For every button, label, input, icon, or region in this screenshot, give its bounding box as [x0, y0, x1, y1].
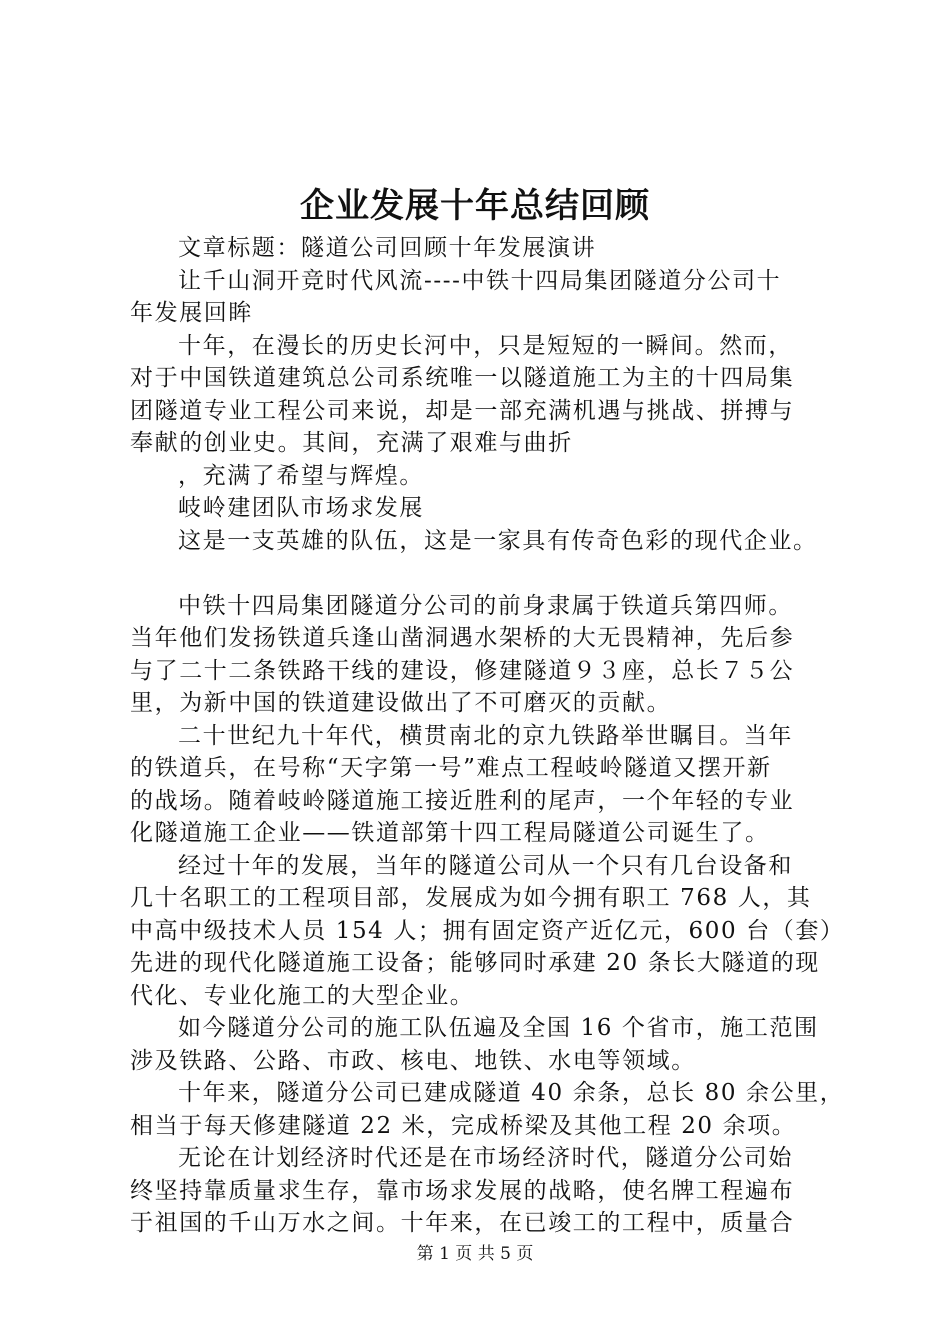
page-footer: 第 1 页 共 5 页 [416, 1244, 534, 1264]
text-line: 十年来，隧道分公司已建成隧道 40 余条，总长 80 余公里， [178, 1080, 845, 1106]
text-line: 让千山洞开竞时代风流----中铁十四局集团隧道分公司十 [178, 267, 782, 294]
text-line: 对于中国铁道建筑总公司系统唯一以隧道施工为主的十四局集 [130, 365, 795, 391]
text-line: 无论在计划经济时代还是在市场经济时代，隧道分公司始 [178, 1145, 793, 1171]
text-line: 如今隧道分公司的施工队伍遍及全国 16 个省市，施工范围 [178, 1015, 819, 1041]
text-line: 终坚持靠质量求生存，靠市场求发展的战略，使名牌工程遍布 [130, 1177, 795, 1204]
text-line: 中高中级技术人员 154 人；拥有固定资产近亿元，600 台（套） [130, 917, 845, 944]
text-line: 文章标题：隧道公司回顾十年发展演讲 [178, 235, 597, 261]
text-line: 二十世纪九十年代，横贯南北的京九铁路举世瞩目。当年 [178, 722, 793, 749]
text-line: 团隧道专业工程公司来说，却是一部充满机遇与挑战、拼搏与 [130, 397, 795, 424]
text-line: 岐岭建团队市场求发展 [178, 495, 424, 521]
text-line: 的铁道兵，在号称“天字第一号”难点工程岐岭隧道又摆开新 [130, 755, 772, 781]
text-line: 这是一支英雄的队伍，这是一家具有传奇色彩的现代企业。 [178, 527, 818, 554]
text-line: 于祖国的千山万水之间。十年来，在已竣工的工程中，质量合 [130, 1210, 795, 1236]
text-line: 奉献的创业史。其间，充满了艰难与曲折 [130, 430, 573, 456]
document-title: 企业发展十年总结回顾 [300, 186, 650, 226]
text-line: 代化、专业化施工的大型企业。 [130, 982, 475, 1009]
text-line: ，充满了希望与辉煌。 [178, 462, 424, 489]
text-line: 里，为新中国的铁道建设做出了不可磨灭的贡献。 [130, 690, 672, 716]
text-line: 涉及铁路、公路、市政、核电、地铁、水电等领域。 [130, 1047, 696, 1074]
text-line: 与了二十二条铁路干线的建设，修建隧道９３座，总长７５公 [130, 657, 795, 684]
text-line: 中铁十四局集团隧道分公司的前身隶属于铁道兵第四师。 [178, 592, 793, 619]
blank-line [130, 557, 830, 590]
text-line: 的战场。随着岐岭隧道施工接近胜利的尾声，一个年轻的专业 [130, 787, 795, 814]
text-line: 先进的现代化隧道施工设备；能够同时承建 20 条长大隧道的现 [130, 950, 820, 976]
text-line: 相当于每天修建隧道 22 米，完成桥梁及其他工程 20 余项。 [130, 1112, 797, 1139]
text-line: 几十名职工的工程项目部，发展成为如今拥有职工 768 人，其 [130, 885, 812, 911]
text-line: 十年，在漫长的历史长河中，只是短短的一瞬间。然而， [178, 332, 793, 359]
text-line: 化隧道施工企业——铁道部第十四工程局隧道公司诞生了。 [130, 820, 770, 846]
text-line: 经过十年的发展，当年的隧道公司从一个只有几台设备和 [178, 852, 793, 879]
text-line: 年发展回眸 [130, 300, 253, 326]
text-line: 当年他们发扬铁道兵逢山凿洞遇水架桥的大无畏精神，先后参 [130, 625, 795, 651]
document-body [130, 232, 845, 1240]
